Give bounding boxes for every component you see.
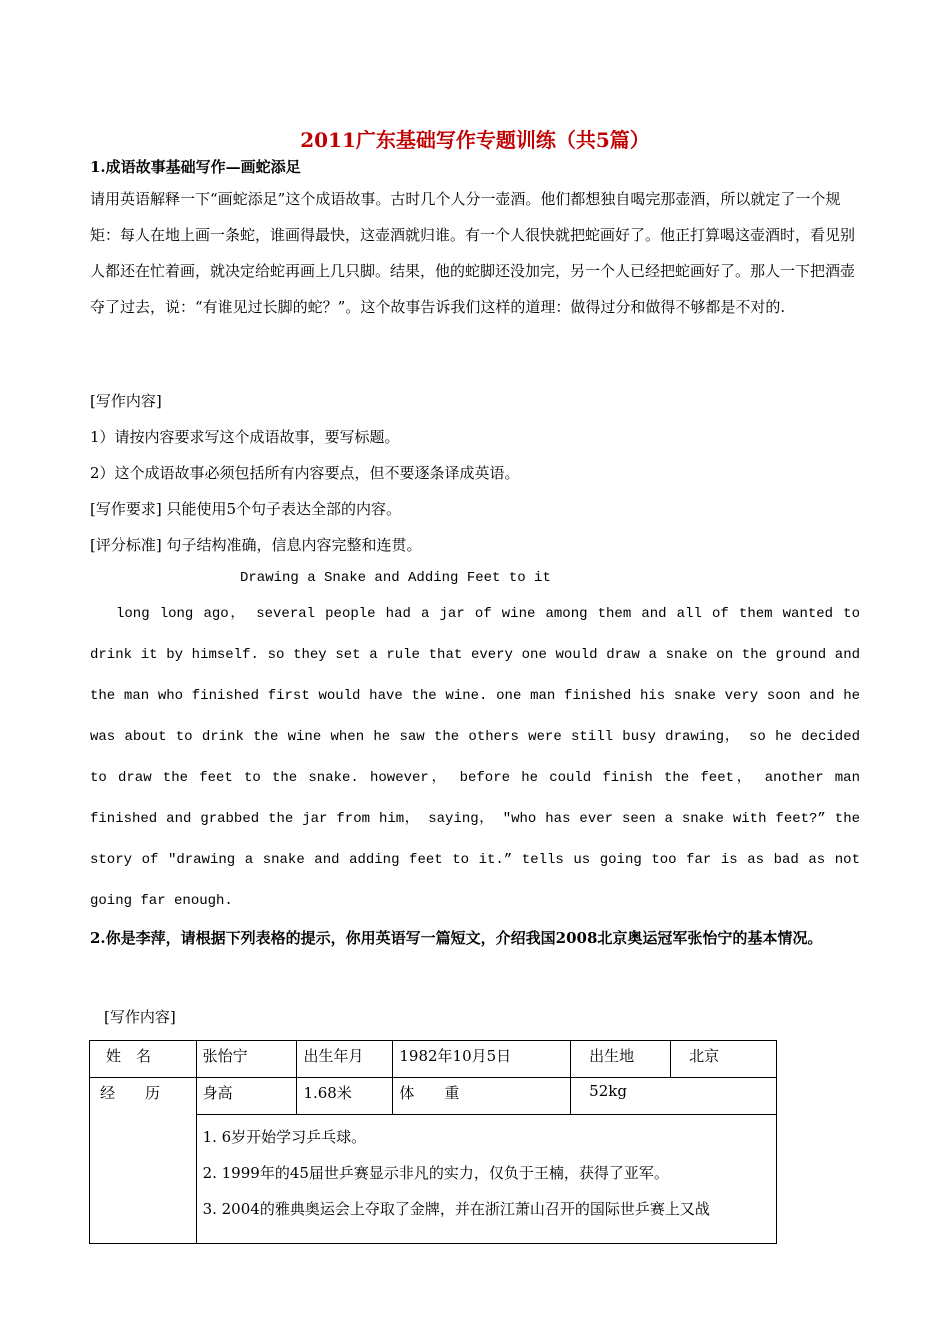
table-row xyxy=(90,1078,777,1115)
section2-heading: 2.你是李萍，请根据下列表格的提示，你用英语写一篇短文，介绍我国2008北京奥运冠军张怡宁的基本情况。 xyxy=(90,929,823,947)
section1-item1: 1）请按内容要求写这个成语故事，要写标题。 xyxy=(90,428,400,446)
place-cell: 北京 xyxy=(671,1041,777,1078)
weight-cell: 52kg xyxy=(571,1078,777,1115)
section1-requirement: [写作要求] 只能使用5个句子表达全部的内容。 xyxy=(90,500,402,518)
height-cell: 1.68米 xyxy=(297,1078,393,1115)
section1-criteria: [评分标准] 句子结构准确，信息内容完整和连贯。 xyxy=(90,536,422,554)
essay-title: Drawing a Snake and Adding Feet to it xyxy=(240,570,551,586)
name-cell: 张怡宁 xyxy=(196,1041,297,1078)
document-title: 2011广东基础写作专题训练（共5篇） xyxy=(300,128,650,152)
section1-intro: 请用英语解释一下“画蛇添足”这个成语故事。古时几个人分一壶酒。他们都想独自喝完那壶酒，所以就定了一个规矩：每人在地上画一条蛇，谁画得最快，这壶酒就归谁。有一个人很快就把蛇画好了。他正打算喝这壶酒时，看见别人都还在忙着画，就决定给蛇再画上几只脚。结果，他的蛇脚还没加完，另一个人已经把蛇画好了。那人一下把酒壶夺了过去，说：“有谁见过长脚的蛇？”。这个故事告诉我们这样的道理：做得过分和做得不够都是不对的. xyxy=(90,190,856,316)
essay-body: long long ago， several people had a jar of wine among them and all of them wanted to drink it by himself. so they set a rule that every one would draw a snake on the ground and the man who finished first would have the wine. one man finished his snake very soon and he was about to drink the wine when he saw the others were still busy drawing， so he decided to draw the feet to the snake. however， before he could finish the feet， another man finished and grabbed the jar from him， saying， "who has ever seen a snake with feet?” the story of "drawing a snake and adding feet to it.” tells us going too far is as bad as not going far enough. xyxy=(90,606,860,909)
section2-content-label: [写作内容] xyxy=(104,1008,176,1026)
experience-item: 3. 2004的雅典奥运会上夺取了金牌，并在浙江萧山召开的国际世乒赛上又战 xyxy=(202,1200,710,1218)
place-label-cell: 出生地 xyxy=(571,1041,671,1078)
section1-content-label: [写作内容] xyxy=(90,392,162,410)
athlete-info-table xyxy=(89,1040,777,1244)
experience-item: 2. 1999年的45届世乒赛显示非凡的实力，仅负于王楠，获得了亚军。 xyxy=(202,1164,669,1182)
birth-label-cell: 出生年月 xyxy=(297,1041,393,1078)
weight-label-cell: 体 重 xyxy=(393,1078,571,1115)
section1-item2: 2）这个成语故事必须包括所有内容要点，但不要逐条译成英语。 xyxy=(90,464,520,482)
experience-label-cell: 经 历 xyxy=(90,1078,197,1244)
height-label-cell: 身高 xyxy=(196,1078,297,1115)
experience-cell xyxy=(196,1115,776,1244)
birth-cell: 1982年10月5日 xyxy=(393,1041,571,1078)
experience-item: 1. 6岁开始学习乒乓球。 xyxy=(202,1128,367,1146)
name-label-cell: 姓 名 xyxy=(90,1041,197,1078)
section1-heading: 1.成语故事基础写作—画蛇添足 xyxy=(90,158,301,176)
table-row xyxy=(90,1041,777,1078)
